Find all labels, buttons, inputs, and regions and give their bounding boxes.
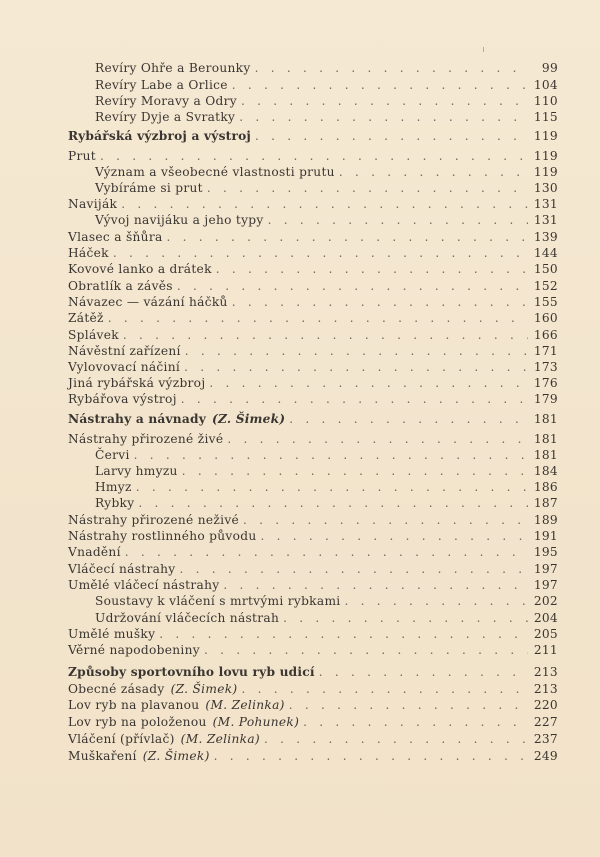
- entry-title: [68, 714, 303, 731]
- dot-leader: [232, 77, 528, 94]
- entry-title: [68, 593, 345, 610]
- dot-leader: [181, 391, 528, 408]
- dot-leader: [134, 447, 528, 464]
- entry-page-number: 181: [533, 412, 558, 426]
- entry-title-text: Zátěž: [68, 311, 104, 325]
- toc-entry: [68, 148, 558, 165]
- dot-leader: [261, 528, 528, 545]
- entry-title-text: Vylovovací náčiní: [68, 360, 181, 374]
- toc-entry: [68, 593, 558, 610]
- toc-entry: [68, 512, 558, 529]
- toc-entry: [68, 748, 558, 765]
- entry-title-text: Červi: [95, 448, 130, 462]
- dot-leader: [121, 196, 528, 213]
- entry-title: [68, 212, 268, 229]
- entry-title-text: Revíry Labe a Orlice: [95, 78, 228, 92]
- entry-title: [68, 731, 264, 748]
- entry-title: [68, 261, 216, 278]
- entry-title: [68, 327, 123, 344]
- dot-leader: [123, 327, 528, 344]
- toc-entry: [68, 196, 558, 213]
- entry-page-number: 186: [533, 480, 558, 494]
- toc-entry: [68, 610, 558, 627]
- dot-leader: [100, 148, 528, 165]
- entry-title: [68, 375, 209, 392]
- entry-author: (M. Zelinka): [180, 732, 260, 746]
- entry-title: [68, 479, 136, 496]
- entry-page-number: 202: [533, 594, 558, 608]
- entry-page-number: 197: [533, 562, 558, 576]
- entry-page-number: 171: [533, 344, 558, 358]
- entry-page-number: 187: [533, 496, 558, 510]
- entry-title-text: Prut: [68, 149, 96, 163]
- entry-title-text: Vláčení (přívlač): [68, 732, 175, 746]
- entry-page-number: 195: [533, 545, 558, 559]
- entry-title-text: Muškaření: [68, 749, 137, 763]
- dot-leader: [108, 310, 528, 327]
- toc-entry: [68, 310, 558, 327]
- entry-title: [68, 610, 283, 627]
- dot-leader: [255, 60, 530, 77]
- toc-entry: [68, 375, 558, 392]
- toc-entry: [68, 391, 558, 408]
- entry-title: [68, 561, 180, 578]
- entry-author: (Z. Šimek): [211, 412, 286, 426]
- dot-leader: [241, 93, 528, 110]
- toc-entry: [68, 60, 558, 77]
- entry-title-text: Kovové lanko a drátek: [68, 262, 212, 276]
- toc-entry: [68, 431, 558, 448]
- entry-title: [68, 642, 204, 659]
- entry-title-text: Vláčecí nástrahy: [68, 562, 176, 576]
- entry-page-number: 249: [533, 749, 558, 763]
- entry-page-number: 179: [533, 392, 558, 406]
- entry-title: [68, 447, 134, 464]
- entry-page-number: 211: [533, 643, 558, 657]
- entry-title: [68, 359, 184, 376]
- dot-leader: [289, 697, 528, 714]
- toc-section-heading: [68, 128, 558, 145]
- entry-title-text: Vlasec a šňůra: [68, 230, 163, 244]
- dot-leader: [241, 681, 527, 698]
- entry-title-text: Věrné napodobeniny: [68, 643, 200, 657]
- entry-page-number: 227: [533, 715, 558, 729]
- toc-entry: [68, 731, 558, 748]
- entry-title-text: Obratlík a závěs: [68, 279, 173, 293]
- entry-title: [68, 164, 339, 181]
- entry-title: [68, 512, 243, 529]
- entry-title: [68, 278, 177, 295]
- entry-page-number: 173: [533, 360, 558, 374]
- dot-leader: [227, 431, 527, 448]
- entry-page-number: 104: [533, 78, 558, 92]
- entry-title: [68, 463, 182, 480]
- dot-leader: [214, 748, 528, 765]
- entry-title: [68, 528, 261, 545]
- entry-page-number: 184: [533, 464, 558, 478]
- entry-title: [68, 196, 121, 213]
- entry-page-number: 220: [533, 698, 558, 712]
- entry-title: [68, 109, 239, 126]
- entry-page-number: 131: [533, 197, 558, 211]
- entry-title-text: Nástrahy přirozené neživé: [68, 513, 240, 527]
- entry-page-number: 139: [533, 230, 558, 244]
- entry-title-text: Revíry Ohře a Berounky: [95, 61, 251, 75]
- dot-leader: [339, 164, 528, 181]
- entry-title-text: Udržování vláčecích nástrah: [95, 611, 280, 625]
- toc-entry: [68, 642, 558, 659]
- entry-page-number: 205: [533, 627, 558, 641]
- toc-entry: [68, 229, 558, 246]
- entry-title-text: Rybky: [95, 496, 135, 510]
- dot-leader: [167, 229, 528, 246]
- entry-page-number: 204: [533, 611, 558, 625]
- toc-section-heading: [68, 411, 558, 428]
- toc-entry: [68, 626, 558, 643]
- dot-leader: [283, 610, 528, 627]
- entry-title-text: Soustavy k vláčení s mrtvými rybkami: [95, 594, 341, 608]
- entry-title-text: Návěstní zařízení: [68, 344, 181, 358]
- entry-title-text: Návazec — vázání háčků: [68, 295, 228, 309]
- entry-title: [68, 697, 289, 714]
- entry-page-number: 181: [533, 448, 558, 462]
- pencil-mark: [483, 47, 484, 52]
- dot-leader: [223, 577, 527, 594]
- toc-entry: [68, 212, 558, 229]
- entry-title-text: Umělé mušky: [68, 627, 156, 641]
- dot-leader: [207, 180, 528, 197]
- toc-entry: [68, 528, 558, 545]
- entry-page-number: 144: [533, 246, 558, 260]
- entry-author: (M. Pohunek): [212, 715, 300, 729]
- entry-title: [68, 411, 289, 428]
- dot-leader: [303, 714, 528, 731]
- entry-title: [68, 294, 232, 311]
- entry-title-text: Revíry Moravy a Odry: [95, 94, 237, 108]
- entry-title: [68, 343, 185, 360]
- entry-title: [68, 60, 255, 77]
- entry-title-text: Umělé vláčecí nástrahy: [68, 578, 220, 592]
- entry-page-number: 213: [533, 665, 558, 679]
- entry-title-text: Lov ryb na položenou: [68, 715, 207, 729]
- dot-leader: [159, 626, 528, 643]
- entry-title: [68, 93, 241, 110]
- toc-entry: [68, 93, 558, 110]
- toc-entry: [68, 495, 558, 512]
- dot-leader: [289, 411, 528, 428]
- toc-entry: [68, 577, 558, 594]
- toc-entry: [68, 479, 558, 496]
- entry-title: [68, 128, 255, 145]
- dot-leader: [204, 642, 528, 659]
- entry-title-text: Vnadění: [68, 545, 121, 559]
- entry-page-number: 119: [533, 129, 558, 143]
- toc-entry: [68, 180, 558, 197]
- entry-title-text: Způsoby sportovního lovu ryb udicí: [68, 665, 315, 679]
- dot-leader: [125, 544, 528, 561]
- entry-page-number: 197: [533, 578, 558, 592]
- entry-title-text: Hmyz: [95, 480, 132, 494]
- toc-entry: [68, 359, 558, 376]
- toc-entry: [68, 164, 558, 181]
- dot-leader: [264, 731, 528, 748]
- entry-title-text: Lov ryb na plavanou: [68, 698, 200, 712]
- entry-page-number: 152: [533, 279, 558, 293]
- entry-title: [68, 77, 232, 94]
- entry-page-number: 130: [533, 181, 558, 195]
- dot-leader: [216, 261, 528, 278]
- entry-title-text: Nástrahy a návnady: [68, 412, 206, 426]
- toc-entry: [68, 343, 558, 360]
- entry-page-number: 191: [533, 529, 558, 543]
- dot-leader: [180, 561, 528, 578]
- entry-title-text: Vybíráme si prut: [95, 181, 203, 195]
- entry-title: [68, 245, 113, 262]
- toc-entry: [68, 261, 558, 278]
- entry-page-number: 213: [533, 682, 558, 696]
- toc-entry: [68, 544, 558, 561]
- entry-title-text: Význam a všeobecné vlastnosti prutu: [95, 165, 335, 179]
- dot-leader: [209, 375, 527, 392]
- dot-leader: [243, 512, 528, 529]
- entry-title: [68, 544, 125, 561]
- toc-entry: [68, 109, 558, 126]
- dot-leader: [255, 128, 528, 145]
- toc-entry: [68, 463, 558, 480]
- toc-entry: [68, 681, 558, 698]
- dot-leader: [177, 278, 528, 295]
- entry-title: [68, 664, 319, 681]
- toc-entry: [68, 77, 558, 94]
- entry-author: (Z. Šimek): [170, 682, 238, 696]
- dot-leader: [239, 109, 528, 126]
- entry-title-text: Rybářova výstroj: [68, 392, 177, 406]
- entry-title: [68, 229, 167, 246]
- entry-page-number: 189: [533, 513, 558, 527]
- entry-page-number: 119: [533, 149, 558, 163]
- toc-entry: [68, 714, 558, 731]
- toc-entry: [68, 561, 558, 578]
- entry-title-text: Larvy hmyzu: [95, 464, 178, 478]
- entry-author: (M. Zelinka): [205, 698, 285, 712]
- entry-title: [68, 180, 207, 197]
- entry-page-number: 150: [533, 262, 558, 276]
- entry-author: (Z. Šimek): [142, 749, 210, 763]
- dot-leader: [232, 294, 528, 311]
- entry-title-text: Jiná rybářská výzbroj: [68, 376, 206, 390]
- entry-title: [68, 626, 159, 643]
- entry-page-number: 131: [533, 213, 558, 227]
- dot-leader: [268, 212, 528, 229]
- toc-entry: [68, 697, 558, 714]
- entry-title: [68, 681, 241, 698]
- entry-title-text: Háček: [68, 246, 109, 260]
- entry-title-text: Splávek: [68, 328, 119, 342]
- toc-entry: [68, 278, 558, 295]
- entry-title-text: Nástrahy rostlinného původu: [68, 529, 257, 543]
- toc-entry: [68, 245, 558, 262]
- entry-page-number: 155: [533, 295, 558, 309]
- entry-page-number: 181: [533, 432, 558, 446]
- toc-entry: [68, 447, 558, 464]
- entry-title-text: Nástrahy přirozené živé: [68, 432, 224, 446]
- dot-leader: [319, 664, 528, 681]
- entry-title-text: Obecné zásady: [68, 682, 165, 696]
- toc-entry: [68, 327, 558, 344]
- entry-page-number: 176: [533, 376, 558, 390]
- entry-title: [68, 310, 108, 327]
- dot-leader: [185, 343, 528, 360]
- dot-leader: [113, 245, 528, 262]
- entry-title: [68, 391, 181, 408]
- toc-section-heading: [68, 664, 558, 681]
- entry-page-number: 119: [533, 165, 558, 179]
- dot-leader: [345, 593, 528, 610]
- entry-title-text: Rybářská výzbroj a výstroj: [68, 129, 252, 143]
- entry-title: [68, 577, 223, 594]
- entry-title-text: Vývoj navijáku a jeho typy: [95, 213, 264, 227]
- dot-leader: [136, 479, 528, 496]
- entry-page-number: 115: [533, 110, 558, 124]
- entry-title: [68, 148, 100, 165]
- dot-leader: [184, 359, 528, 376]
- entry-page-number: 160: [533, 311, 558, 325]
- entry-page-number: 166: [533, 328, 558, 342]
- entry-page-number: 110: [533, 94, 558, 108]
- dot-leader: [138, 495, 527, 512]
- toc-entry: [68, 294, 558, 311]
- entry-title: [68, 431, 227, 448]
- entry-title: [68, 748, 214, 765]
- dot-leader: [182, 463, 528, 480]
- entry-title: [68, 495, 138, 512]
- entry-title-text: Revíry Dyje a Svratky: [95, 110, 236, 124]
- entry-title-text: Naviják: [68, 197, 118, 211]
- entry-page-number: 237: [533, 732, 558, 746]
- entry-page-number: 99: [541, 61, 558, 75]
